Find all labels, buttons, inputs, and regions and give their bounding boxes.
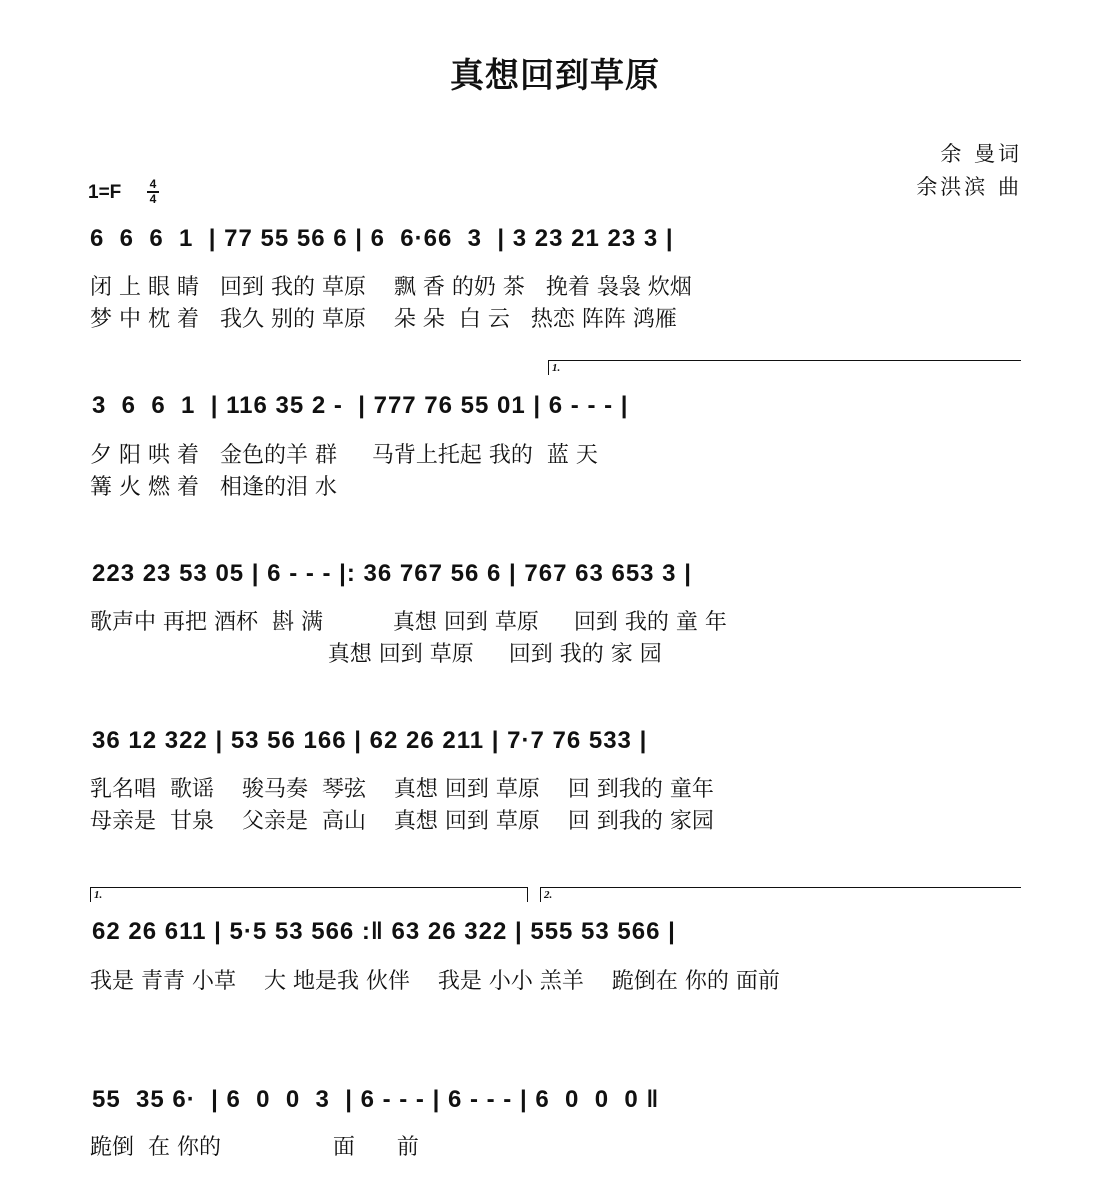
volta-bracket <box>548 360 1021 375</box>
volta-label: 1. <box>552 362 561 374</box>
notation-line: 55 35 6· | 6 0 0 3 | 6 - - - | 6 - - - | 6 0 0 0 ‖ <box>92 1086 660 1113</box>
notation-line: 6 6 6 1 | 77 55 56 6 | 6 6·66 3 | 3 23 21 23 3 | <box>90 225 674 252</box>
time-signature-bottom: 4 <box>149 192 157 206</box>
lyric-line: 真想 回到 草原 回到 我的 家 园 <box>90 642 662 667</box>
key-signature: 1=F <box>88 182 122 203</box>
lyric-line: 篝 火 燃 着 相逢的泪 水 <box>90 475 337 500</box>
song-title: 真想回到草原 <box>450 56 660 96</box>
lyric-line: 我是 青青 小草 大 地是我 伙伴 我是 小小 羔羊 跪倒在 你的 面前 <box>90 969 780 994</box>
notation-line: 223 23 53 05 | 6 - - - |: 36 767 56 6 | 767 63 653 3 | <box>92 560 692 587</box>
time-signature-top: 4 <box>149 177 157 191</box>
lyric-line: 梦 中 枕 着 我久 别的 草原 朵 朵 白 云 热恋 阵阵 鸿雁 <box>90 307 677 332</box>
volta-label: 1. <box>94 889 103 901</box>
volta-bracket-first <box>90 887 528 902</box>
volta-bracket-second <box>540 887 1021 902</box>
lyric-line: 跪倒 在 你的 面 前 <box>90 1135 419 1160</box>
lyric-line: 夕 阳 哄 着 金色的羊 群 马背上托起 我的 蓝 天 <box>90 443 598 468</box>
lyric-line: 闭 上 眼 睛 回到 我的 草原 飘 香 的奶 茶 挽着 袅袅 炊烟 <box>90 275 692 300</box>
lyric-line: 母亲是 甘泉 父亲是 高山 真想 回到 草原 回 到我的 家园 <box>90 809 714 834</box>
notation-line: 3 6 6 1 | 116 35 2 - | 777 76 55 01 | 6 - - - | <box>92 392 629 419</box>
lyric-line: 歌声中 再把 酒杯 斟 满 真想 回到 草原 回到 我的 童 年 <box>90 610 727 635</box>
volta-label: 2. <box>544 889 553 901</box>
composer-credit: 余洪滨 曲 <box>916 175 1022 199</box>
time-signature <box>146 178 160 206</box>
lyric-line: 乳名唱 歌谣 骏马奏 琴弦 真想 回到 草原 回 到我的 童年 <box>90 777 714 802</box>
notation-line: 36 12 322 | 53 56 166 | 62 26 211 | 7·7 76 533 | <box>92 727 648 754</box>
lyricist-credit: 余 曼词 <box>940 142 1022 166</box>
notation-line: 62 26 611 | 5·5 53 566 :‖ 63 26 322 | 555 53 566 | <box>92 918 676 945</box>
